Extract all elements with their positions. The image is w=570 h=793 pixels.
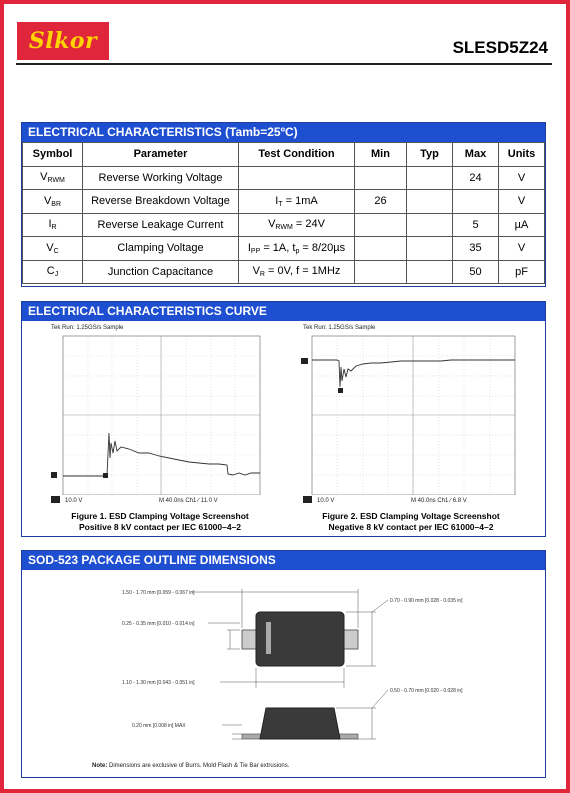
table-row bbox=[23, 190, 545, 214]
min-cell bbox=[355, 237, 407, 261]
col-parameter: Parameter bbox=[83, 143, 239, 167]
scope-screenshot-1 bbox=[49, 323, 264, 506]
typ-cell bbox=[407, 213, 453, 237]
col-units: Units bbox=[499, 143, 545, 167]
parameter-cell: Junction Capacitance bbox=[83, 260, 239, 284]
parameter-cell: Reverse Working Voltage bbox=[83, 166, 239, 190]
typ-cell bbox=[407, 260, 453, 284]
symbol-cell: $V_{BR}$ bbox=[23, 190, 83, 214]
part-number: SLESD5Z24 bbox=[452, 38, 548, 57]
min-cell: 26 bbox=[355, 190, 407, 214]
table-header-row bbox=[23, 143, 545, 167]
dim-body-length: 1.10 - 1.30 mm [0.043 - 0.051 in] bbox=[122, 680, 195, 686]
min-cell bbox=[355, 260, 407, 284]
max-cell: 24 bbox=[453, 166, 499, 190]
parameter-cell: Reverse Breakdown Voltage bbox=[83, 190, 239, 214]
units-cell: V bbox=[499, 166, 545, 190]
units-cell: V bbox=[499, 237, 545, 261]
col-test-condition: Test Condition bbox=[239, 143, 355, 167]
brand-logo: Slkor bbox=[17, 22, 109, 60]
condition-cell: $I_{PP} = 1A$, $t_p = 8/20\mu s$ bbox=[239, 237, 355, 261]
dim-lead-width: 0.25 - 0.35 mm [0.010 - 0.014 in] bbox=[122, 621, 195, 627]
condition-cell: $V_{RWM} = 24V$ bbox=[239, 213, 355, 237]
dim-body-height: 0.50 - 0.70 mm [0.020 - 0.028 in] bbox=[390, 688, 463, 694]
typ-cell bbox=[407, 237, 453, 261]
header-divider bbox=[16, 63, 552, 65]
scope1-timebase: M 40.0ns Ch1 ∕ 11.0 V bbox=[159, 498, 218, 504]
typ-cell bbox=[407, 166, 453, 190]
electrical-characteristics-panel bbox=[21, 122, 546, 287]
symbol-cell: $I_R$ bbox=[23, 213, 83, 237]
electrical-table bbox=[22, 142, 545, 284]
symbol-cell: $V_C$ bbox=[23, 237, 83, 261]
min-cell bbox=[355, 213, 407, 237]
max-cell: 35 bbox=[453, 237, 499, 261]
dim-lead-thickness: 0.20 mm [0.008 in] MAX bbox=[132, 723, 186, 729]
scope1-top-label: Tek Run: 1.25GS/s Sample bbox=[51, 325, 124, 331]
package-title: SOD-523 PACKAGE OUTLINE DIMENSIONS bbox=[22, 551, 545, 570]
scope1-volts: 10.0 V bbox=[65, 498, 83, 504]
table-row bbox=[23, 237, 545, 261]
scope2-timebase: M 40.0ns Ch1 ∕ 6.8 V bbox=[411, 498, 467, 504]
units-cell: µA bbox=[499, 213, 545, 237]
condition-cell: $I_T = 1mA$ bbox=[239, 190, 355, 214]
parameter-cell: Reverse Leakage Current bbox=[83, 213, 239, 237]
curve-panel bbox=[21, 301, 546, 537]
scope-screenshot-2 bbox=[301, 323, 516, 506]
package-drawing bbox=[22, 572, 544, 772]
parameter-cell: Clamping Voltage bbox=[83, 237, 239, 261]
scope2-top-label: Tek Run: 1.25GS/s Sample bbox=[303, 325, 376, 331]
dim-overall-length: 1.50 - 1.70 mm [0.059 - 0.067 in] bbox=[122, 590, 195, 596]
symbol-cell: $C_J$ bbox=[23, 260, 83, 284]
col-max: Max bbox=[453, 143, 499, 167]
figure-2-caption: Figure 2. ESD Clamping Voltage Screenshot Negative 8 kV contact per IEC 61000–4–2 bbox=[322, 511, 500, 532]
package-panel bbox=[21, 550, 546, 778]
figure-1-caption: Figure 1. ESD Clamping Voltage Screenshot Positive 8 kV contact per IEC 61000–4–2 bbox=[71, 511, 249, 532]
table-row bbox=[23, 213, 545, 237]
units-cell: V bbox=[499, 190, 545, 214]
max-cell bbox=[453, 190, 499, 214]
curve-title: ELECTRICAL CHARACTERISTICS CURVE bbox=[22, 302, 545, 321]
col-typ: Typ bbox=[407, 143, 453, 167]
scope2-volts: 10.0 V bbox=[317, 498, 335, 504]
condition-cell bbox=[239, 166, 355, 190]
max-cell: 50 bbox=[453, 260, 499, 284]
symbol-cell: $V_{RWM}$ bbox=[23, 166, 83, 190]
condition-cell: $V_R = 0V$, f = 1MHz bbox=[239, 260, 355, 284]
col-min: Min bbox=[355, 143, 407, 167]
units-cell: pF bbox=[499, 260, 545, 284]
package-note: Note: Dimensions are exclusive of Burrs. Mold Flash & Tie Bar extrusions. bbox=[92, 763, 290, 769]
table-row bbox=[23, 166, 545, 190]
dim-body-width: 0.70 - 0.90 mm [0.028 - 0.035 in] bbox=[390, 598, 463, 604]
col-symbol: Symbol bbox=[23, 143, 83, 167]
electrical-characteristics-title: ELECTRICAL CHARACTERISTICS (Tamb=25ºC) bbox=[22, 123, 545, 142]
table-row bbox=[23, 260, 545, 284]
min-cell bbox=[355, 166, 407, 190]
typ-cell bbox=[407, 190, 453, 214]
max-cell: 5 bbox=[453, 213, 499, 237]
